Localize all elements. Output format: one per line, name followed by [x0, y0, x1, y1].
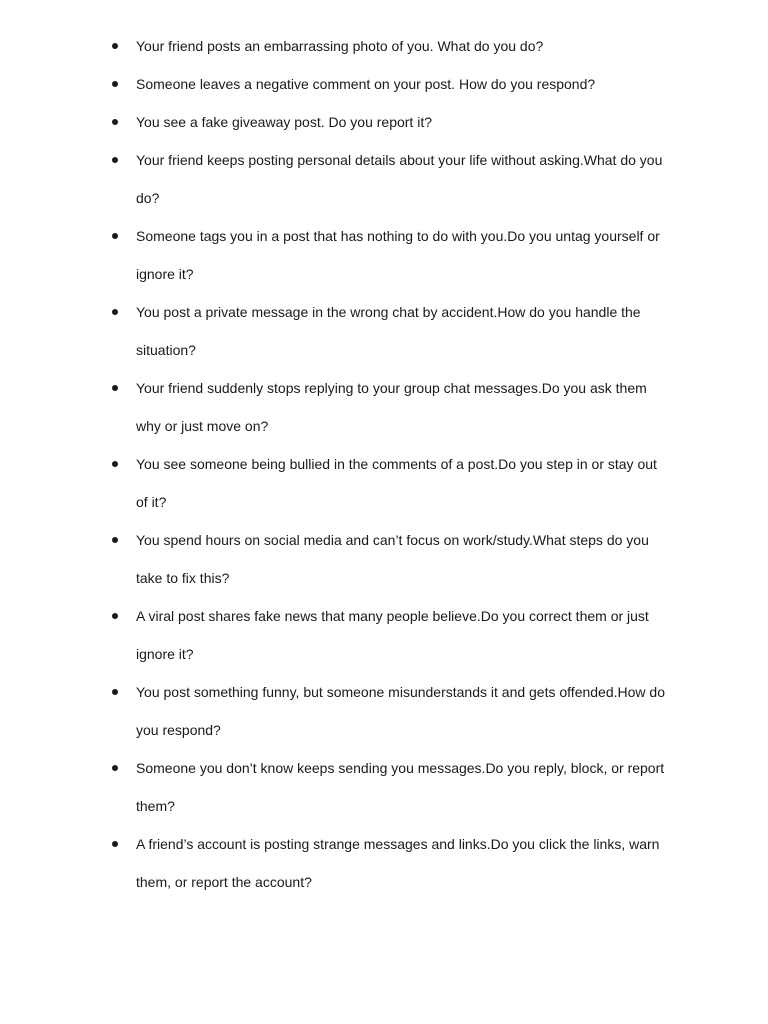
list-item-text: Your friend suddenly stops replying to your group chat messages.Do you ask them why or just move on? — [136, 380, 647, 434]
list-item-text: Someone you don’t know keeps sending you messages.Do you reply, block, or report them? — [136, 760, 665, 814]
list-item-text: Someone leaves a negative comment on your post. How do you respond? — [136, 76, 596, 92]
list-item-text: You post a private message in the wrong chat by accident.How do you handle the situation? — [136, 304, 641, 358]
bullet-icon — [112, 765, 118, 771]
list-item-text: Your friend posts an embarrassing photo of you. What do you do? — [136, 38, 544, 54]
bullet-icon — [112, 43, 118, 49]
bullet-icon — [112, 81, 118, 87]
list-item — [112, 749, 672, 825]
bullet-icon — [112, 613, 118, 619]
list-item — [112, 27, 672, 65]
list-item — [112, 369, 672, 445]
bullet-icon — [112, 157, 118, 163]
bullet-icon — [112, 233, 118, 239]
list-item — [112, 445, 672, 521]
list-item — [112, 65, 672, 103]
bullet-icon — [112, 309, 118, 315]
bullet-list — [112, 27, 672, 901]
list-item — [112, 141, 672, 217]
list-item-text: You post something funny, but someone misunderstands it and gets offended.How do you respond? — [136, 684, 665, 738]
bullet-icon — [112, 119, 118, 125]
list-item-text: You spend hours on social media and can’t focus on work/study.What steps do you take to fix this? — [136, 532, 649, 586]
list-item-text: A friend’s account is posting strange messages and links.Do you click the links, warn them, or report the account? — [136, 836, 660, 890]
bullet-icon — [112, 689, 118, 695]
list-item — [112, 521, 672, 597]
list-item-text: Your friend keeps posting personal details about your life without asking.What do you do? — [136, 152, 663, 206]
list-item — [112, 673, 672, 749]
list-item-text: You see a fake giveaway post. Do you report it? — [136, 114, 432, 130]
list-item — [112, 217, 672, 293]
list-item-text: A viral post shares fake news that many people believe.Do you correct them or just ignore it? — [136, 608, 649, 662]
list-item — [112, 103, 672, 141]
list-item-text: Someone tags you in a post that has nothing to do with you.Do you untag yourself or ignore it? — [136, 228, 660, 282]
bullet-icon — [112, 841, 118, 847]
list-item — [112, 293, 672, 369]
bullet-icon — [112, 461, 118, 467]
bullet-icon — [112, 537, 118, 543]
list-item — [112, 825, 672, 901]
list-item — [112, 597, 672, 673]
bullet-icon — [112, 385, 118, 391]
list-item-text: You see someone being bullied in the comments of a post.Do you step in or stay out of it? — [136, 456, 657, 510]
